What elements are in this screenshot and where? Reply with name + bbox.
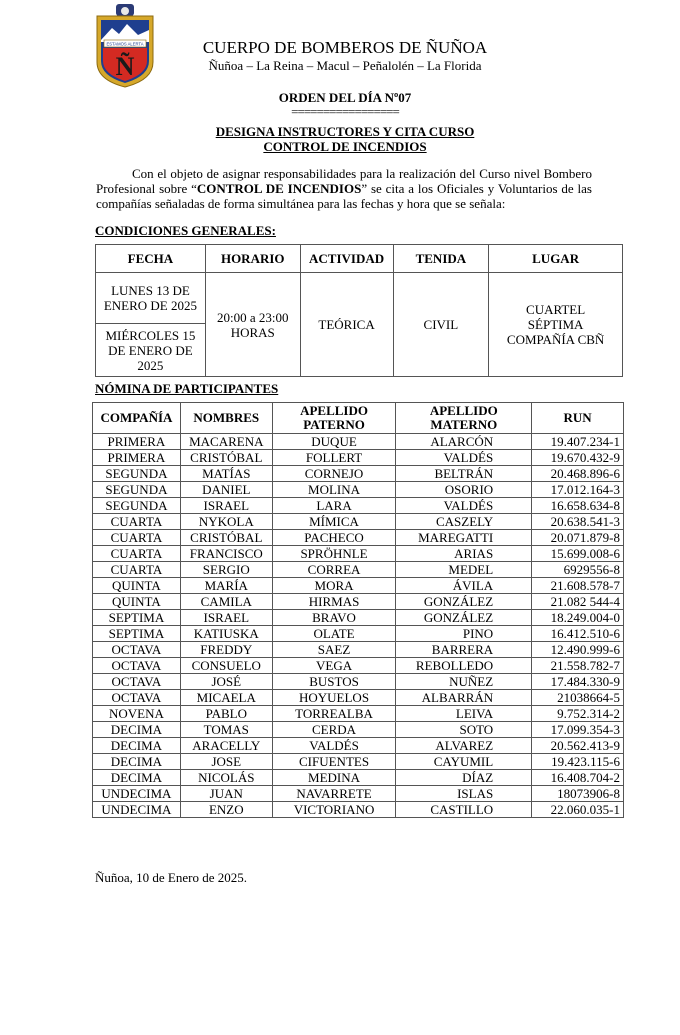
intro-paragraph (96, 166, 592, 211)
cell-run: 19.670.432-9 (532, 450, 624, 466)
cell-run: 20.468.896-6 (532, 466, 624, 482)
participants-table (92, 402, 624, 818)
table-row (93, 706, 624, 722)
cell-run: 18073906-8 (532, 786, 624, 802)
cell-first-names: CRISTÓBAL (180, 450, 272, 466)
organization-name: CUERPO DE BOMBEROS DE ÑUÑOA (202, 38, 488, 57)
table-row (93, 738, 624, 754)
cell-first-names: ENZO (180, 802, 272, 818)
cell-paternal-surname: SPRÖHNLE (272, 546, 396, 562)
organization-header (180, 38, 510, 73)
conditions-table (95, 244, 623, 377)
cell-run: 22.060.035-1 (532, 802, 624, 818)
cell-maternal-surname: BARRERA (396, 642, 532, 658)
cell-paternal-surname: CORNEJO (272, 466, 396, 482)
cell-run: 17.012.164-3 (532, 482, 624, 498)
cell-company: UNDECIMA (93, 786, 181, 802)
cell-company: NOVENA (93, 706, 181, 722)
participants-body (93, 434, 624, 818)
header-apellido-paterno: APELLIDO PATERNO (272, 403, 396, 434)
cell-first-names: MATÍAS (180, 466, 272, 482)
cell-maternal-surname: ARIAS (396, 546, 532, 562)
table-row (93, 658, 624, 674)
cell-run: 21.082 544-4 (532, 594, 624, 610)
cell-paternal-surname: MÍMICA (272, 514, 396, 530)
intro-before: Con el objeto de asignar responsabilidades para la realización del Curso nivel Bombero Profesional sobre “ (96, 166, 592, 196)
banner-text: ESTAMOS ALERTA (106, 41, 144, 47)
cell-paternal-surname: VALDÉS (272, 738, 396, 754)
header-lugar: LUGAR (489, 245, 623, 273)
table-row (93, 722, 624, 738)
table-row (93, 434, 624, 450)
table-row (93, 690, 624, 706)
cell-maternal-surname: CAYUMIL (396, 754, 532, 770)
cell-maternal-surname: NUÑEZ (396, 674, 532, 690)
cell-maternal-surname: CASZELY (396, 514, 532, 530)
cell-paternal-surname: BRAVO (272, 610, 396, 626)
header-nombres: NOMBRES (180, 403, 272, 434)
cell-run: 16.658.634-8 (532, 498, 624, 514)
cell-first-names: ISRAEL (180, 498, 272, 514)
schedule-cell: 20:00 a 23:00 HORAS (205, 273, 300, 377)
header-fecha: FECHA (96, 245, 206, 273)
header-horario: HORARIO (205, 245, 300, 273)
header-run: RUN (532, 403, 624, 434)
table-row (93, 610, 624, 626)
cell-maternal-surname: ALBARRÁN (396, 690, 532, 706)
table-row (93, 642, 624, 658)
cell-maternal-surname: MAREGATTI (396, 530, 532, 546)
intro-after: ” se cita a los Oficiales y Voluntarios de las compañías señaladas de forma simultánea para las fechas y hora que se señala: (96, 181, 592, 211)
cell-company: SEGUNDA (93, 498, 181, 514)
cell-paternal-surname: SAEZ (272, 642, 396, 658)
cell-first-names: CAMILA (180, 594, 272, 610)
shield-emblem-icon (94, 4, 156, 88)
header-compania: COMPAÑÍA (93, 403, 181, 434)
conditions-heading: CONDICIONES GENERALES: (95, 223, 276, 238)
place-cell: CUARTEL SÉPTIMA COMPAÑÍA CBÑ (489, 273, 623, 377)
cell-maternal-surname: GONZÁLEZ (396, 610, 532, 626)
cell-company: PRIMERA (93, 434, 181, 450)
cell-paternal-surname: BUSTOS (272, 674, 396, 690)
cell-run: 19.423.115-6 (532, 754, 624, 770)
cell-maternal-surname: VALDÉS (396, 450, 532, 466)
cell-company: QUINTA (93, 578, 181, 594)
cell-company: DECIMA (93, 754, 181, 770)
table-row (93, 530, 624, 546)
cell-first-names: CONSUELO (180, 658, 272, 674)
table-row (93, 754, 624, 770)
cell-run: 19.407.234-1 (532, 434, 624, 450)
cell-company: OCTAVA (93, 674, 181, 690)
table-row (93, 546, 624, 562)
cell-run: 20.071.879-8 (532, 530, 624, 546)
cell-paternal-surname: CIFUENTES (272, 754, 396, 770)
subject-line-1: DESIGNA INSTRUCTORES Y CITA CURSO (215, 124, 475, 139)
cell-first-names: MACARENA (180, 434, 272, 450)
cell-first-names: JUAN (180, 786, 272, 802)
cell-first-names: FREDDY (180, 642, 272, 658)
cell-maternal-surname: OSORIO (396, 482, 532, 498)
header-tenida: TENIDA (393, 245, 489, 273)
cell-first-names: PABLO (180, 706, 272, 722)
cell-maternal-surname: GONZÁLEZ (396, 594, 532, 610)
cell-first-names: CRISTÓBAL (180, 530, 272, 546)
cell-paternal-surname: MOLINA (272, 482, 396, 498)
cell-run: 21.558.782-7 (532, 658, 624, 674)
cell-maternal-surname: CASTILLO (396, 802, 532, 818)
cell-first-names: DANIEL (180, 482, 272, 498)
cell-maternal-surname: BELTRÁN (396, 466, 532, 482)
cell-first-names: ISRAEL (180, 610, 272, 626)
cell-run: 15.699.008-6 (532, 546, 624, 562)
table-row (93, 770, 624, 786)
cell-first-names: FRANCISCO (180, 546, 272, 562)
cell-paternal-surname: CERDA (272, 722, 396, 738)
cell-maternal-surname: ALARCÓN (396, 434, 532, 450)
cell-first-names: TOMAS (180, 722, 272, 738)
table-row (93, 450, 624, 466)
cell-maternal-surname: DÍAZ (396, 770, 532, 786)
conditions-header-row (96, 245, 623, 273)
header-apellido-materno: APELLIDO MATERNO (396, 403, 532, 434)
intro-bold: CONTROL DE INCENDIOS (196, 181, 362, 196)
cell-run: 17.099.354-3 (532, 722, 624, 738)
cell-company: SEGUNDA (93, 466, 181, 482)
cell-paternal-surname: CORREA (272, 562, 396, 578)
table-row (93, 626, 624, 642)
cell-company: SEGUNDA (93, 482, 181, 498)
cell-maternal-surname: VALDÉS (396, 498, 532, 514)
table-row (93, 578, 624, 594)
cell-company: DECIMA (93, 770, 181, 786)
cell-first-names: MARÍA (180, 578, 272, 594)
cell-paternal-surname: PACHECO (272, 530, 396, 546)
cell-run: 6929556-8 (532, 562, 624, 578)
header-actividad: ACTIVIDAD (300, 245, 393, 273)
place-date: Ñuñoa, 10 de Enero de 2025. (95, 870, 247, 885)
cell-paternal-surname: MORA (272, 578, 396, 594)
cell-maternal-surname: PINO (396, 626, 532, 642)
order-subject (190, 124, 500, 154)
cell-first-names: NYKOLA (180, 514, 272, 530)
cell-paternal-surname: VEGA (272, 658, 396, 674)
participants-heading: NÓMINA DE PARTICIPANTES (95, 381, 279, 396)
cell-company: CUARTA (93, 546, 181, 562)
cell-run: 17.484.330-9 (532, 674, 624, 690)
cell-company: UNDECIMA (93, 802, 181, 818)
table-row (93, 466, 624, 482)
cell-paternal-surname: VICTORIANO (272, 802, 396, 818)
cell-company: PRIMERA (93, 450, 181, 466)
table-row (93, 482, 624, 498)
table-row (93, 562, 624, 578)
table-row (93, 802, 624, 818)
cell-maternal-surname: ISLAS (396, 786, 532, 802)
organization-subtitle: Ñuñoa – La Reina – Macul – Peñalolén – La Florida (208, 58, 482, 73)
cell-run: 16.412.510-6 (532, 626, 624, 642)
cell-first-names: ARACELLY (180, 738, 272, 754)
table-row (93, 674, 624, 690)
cell-company: SEPTIMA (93, 610, 181, 626)
table-row (93, 594, 624, 610)
cell-maternal-surname: MEDEL (396, 562, 532, 578)
cell-first-names: JOSE (180, 754, 272, 770)
date-cell-1: LUNES 13 DE ENERO DE 2025 (96, 273, 206, 324)
cell-company: DECIMA (93, 722, 181, 738)
cell-company: SEPTIMA (93, 626, 181, 642)
cell-maternal-surname: ALVAREZ (396, 738, 532, 754)
cell-maternal-surname: ÁVILA (396, 578, 532, 594)
table-row (93, 498, 624, 514)
cell-run: 21.608.578-7 (532, 578, 624, 594)
cell-first-names: KATIUSKA (180, 626, 272, 642)
cell-run: 12.490.999-6 (532, 642, 624, 658)
logo-letter: Ñ (115, 52, 135, 81)
subject-line-2: CONTROL DE INCENDIOS (263, 139, 427, 154)
cell-company: DECIMA (93, 738, 181, 754)
cell-company: QUINTA (93, 594, 181, 610)
cell-paternal-surname: DUQUE (272, 434, 396, 450)
cell-company: CUARTA (93, 530, 181, 546)
cell-maternal-surname: LEIVA (396, 706, 532, 722)
participants-header-row (93, 403, 624, 434)
activity-cell: TEÓRICA (300, 273, 393, 377)
cell-paternal-surname: OLATE (272, 626, 396, 642)
cell-paternal-surname: NAVARRETE (272, 786, 396, 802)
cell-first-names: JOSÉ (180, 674, 272, 690)
cell-maternal-surname: SOTO (396, 722, 532, 738)
cell-company: OCTAVA (93, 690, 181, 706)
cell-run: 18.249.004-0 (532, 610, 624, 626)
cell-paternal-surname: MEDINA (272, 770, 396, 786)
cell-run: 9.752.314-2 (532, 706, 624, 722)
cell-run: 20.562.413-9 (532, 738, 624, 754)
conditions-row (96, 273, 623, 324)
cell-paternal-surname: FOLLERT (272, 450, 396, 466)
cell-paternal-surname: HOYUELOS (272, 690, 396, 706)
order-title: ORDEN DEL DÍA Nº07 (278, 90, 412, 105)
attire-cell: CIVIL (393, 273, 489, 377)
cell-paternal-surname: HIRMAS (272, 594, 396, 610)
cell-first-names: MICAELA (180, 690, 272, 706)
cell-first-names: SERGIO (180, 562, 272, 578)
fire-department-logo (94, 4, 156, 88)
cell-run: 20.638.541-3 (532, 514, 624, 530)
table-row (93, 514, 624, 530)
cell-company: OCTAVA (93, 642, 181, 658)
cell-run: 21038664-5 (532, 690, 624, 706)
cell-run: 16.408.704-2 (532, 770, 624, 786)
cell-company: CUARTA (93, 562, 181, 578)
cell-company: OCTAVA (93, 658, 181, 674)
cell-company: CUARTA (93, 514, 181, 530)
cell-first-names: NICOLÁS (180, 770, 272, 786)
cell-paternal-surname: LARA (272, 498, 396, 514)
date-cell-2: MIÉRCOLES 15 DE ENERO DE 2025 (96, 324, 206, 377)
cell-paternal-surname: TORREALBA (272, 706, 396, 722)
table-row (93, 786, 624, 802)
cell-maternal-surname: REBOLLEDO (396, 658, 532, 674)
order-separator: ================= (291, 104, 399, 119)
